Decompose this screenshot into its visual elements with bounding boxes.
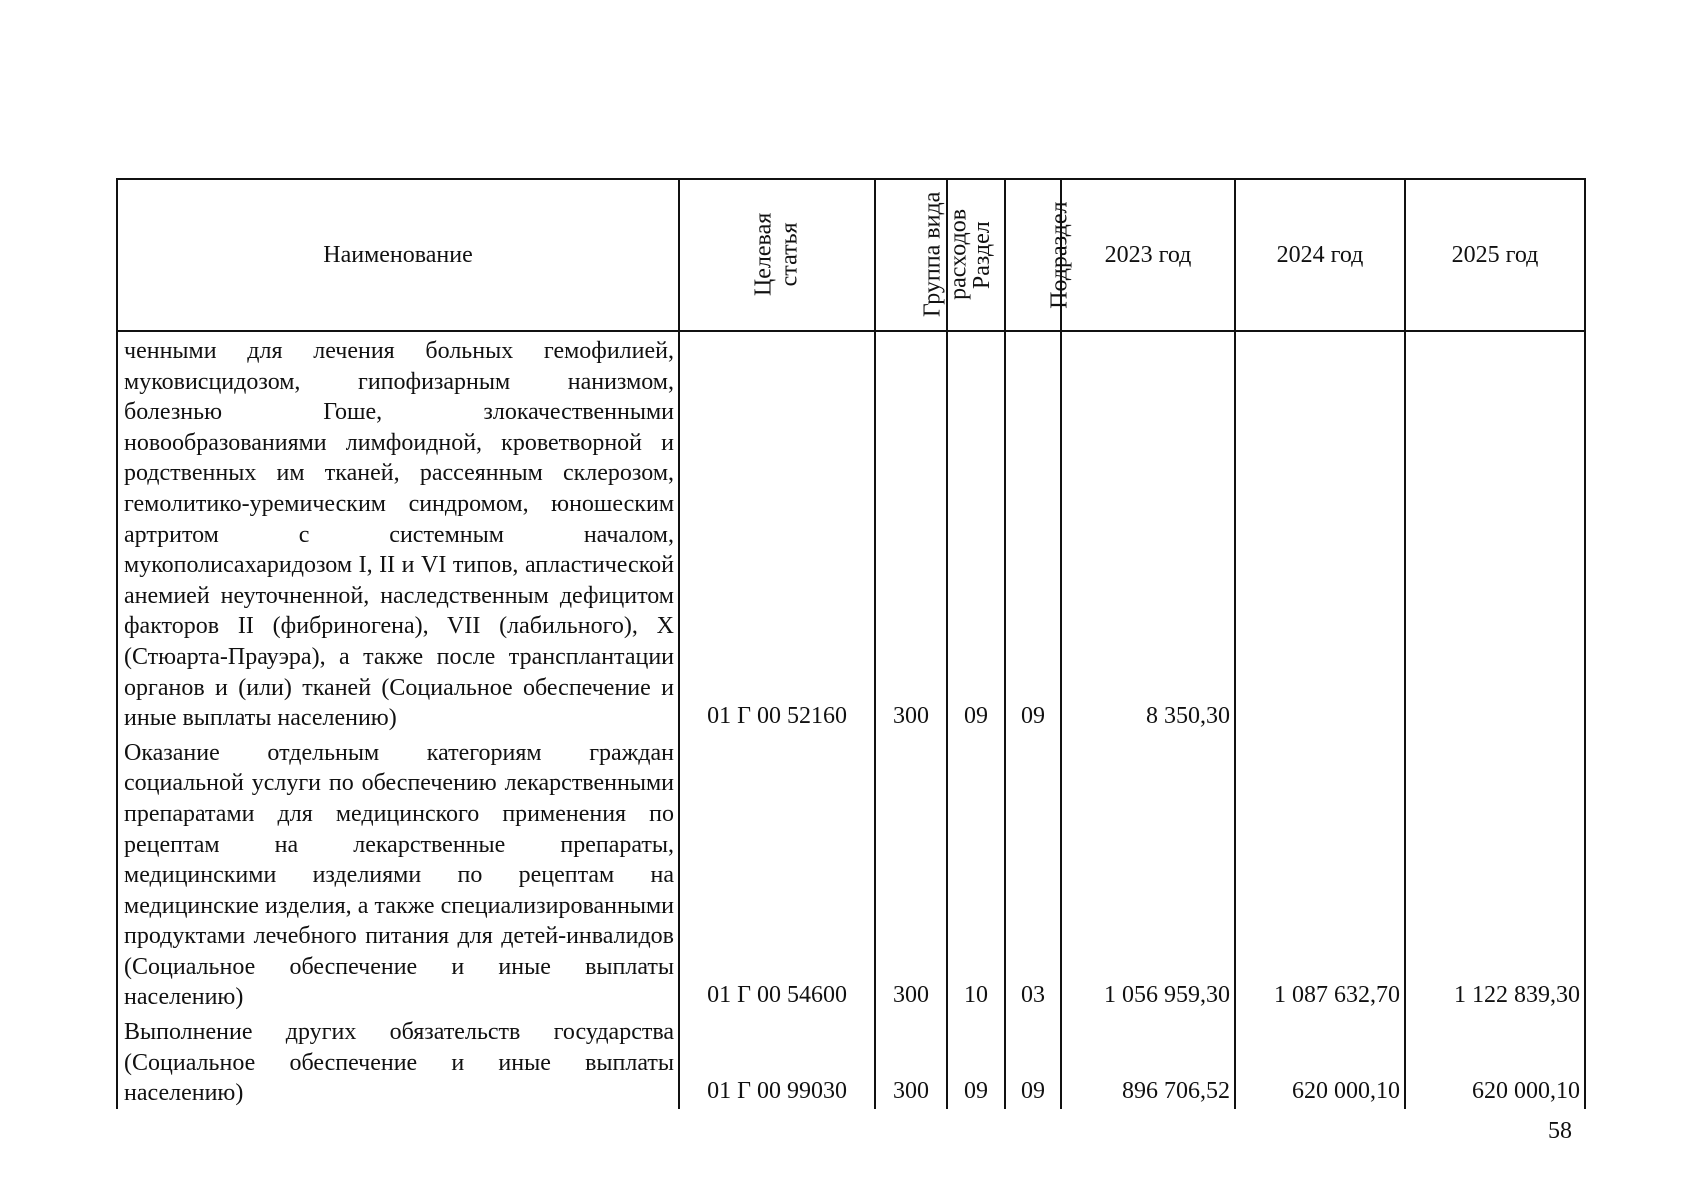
header-subsection: Подраздел xyxy=(1005,179,1061,331)
row-amount-2024 xyxy=(1235,331,1405,734)
row-subsection: 09 xyxy=(1005,1013,1061,1109)
row-name: Выполнение других обязательств государства (Социальное обеспечение и иные выплаты населению) xyxy=(117,1013,679,1109)
table-row xyxy=(117,331,1585,734)
table-row xyxy=(117,734,1585,1013)
header-year-2023: 2023 год xyxy=(1061,179,1235,331)
header-name: Наименование xyxy=(117,179,679,331)
row-amount-2025: 1 122 839,30 xyxy=(1405,734,1585,1013)
row-target-article: 01 Г 00 54600 xyxy=(679,734,875,1013)
header-section: Раздел xyxy=(947,179,1005,331)
row-expense-group: 300 xyxy=(875,1013,947,1109)
row-amount-2024: 1 087 632,70 xyxy=(1235,734,1405,1013)
row-section: 09 xyxy=(947,331,1005,734)
row-name: ченными для лечения больных гемофилией, муковисцидозом, гипофизарным нанизмом, болезнью Гоше, злокачественными новообразованиями лимфоидной, кроветворной и родственных им тканей, рассеянным склерозом, гемолитико-уремическим синдромом, юношеским артритом с системным началом, мукополисахаридозом I, II и VI типов, апластической анемией неуточненной, наследственным дефицитом факторов II (фибриногена), VII (лабильного), X (Стюарта-Прауэра), а также после трансплантации органов и (или) тканей (Социальное обеспечение и иные выплаты населению) xyxy=(117,331,679,734)
page-number: 58 xyxy=(1548,1118,1572,1144)
row-target-article: 01 Г 00 99030 xyxy=(679,1013,875,1109)
header-target-article: Целевая статья xyxy=(679,179,875,331)
row-amount-2025 xyxy=(1405,331,1585,734)
row-subsection: 09 xyxy=(1005,331,1061,734)
row-amount-2024: 620 000,10 xyxy=(1235,1013,1405,1109)
header-expense-group: Группа вида расходов xyxy=(875,179,947,331)
header-year-2025: 2025 год xyxy=(1405,179,1585,331)
row-amount-2023: 896 706,52 xyxy=(1061,1013,1235,1109)
row-expense-group: 300 xyxy=(875,331,947,734)
row-amount-2023: 1 056 959,30 xyxy=(1061,734,1235,1013)
table-header-row xyxy=(117,179,1585,331)
budget-table xyxy=(116,178,1586,1109)
row-target-article: 01 Г 00 52160 xyxy=(679,331,875,734)
row-amount-2025: 620 000,10 xyxy=(1405,1013,1585,1109)
row-expense-group: 300 xyxy=(875,734,947,1013)
row-amount-2023: 8 350,30 xyxy=(1061,331,1235,734)
header-year-2024: 2024 год xyxy=(1235,179,1405,331)
row-section: 10 xyxy=(947,734,1005,1013)
row-name: Оказание отдельным категориям граждан социальной услуги по обеспечению лекарственными препаратами для медицинского применения по рецептам на лекарственные препараты, медицинскими изделиями по рецептам на медицинские изделия, а также специализированными продуктами лечебного питания для детей-инвалидов (Социальное обеспечение и иные выплаты населению) xyxy=(117,734,679,1013)
row-section: 09 xyxy=(947,1013,1005,1109)
table-row xyxy=(117,1013,1585,1109)
row-subsection: 03 xyxy=(1005,734,1061,1013)
